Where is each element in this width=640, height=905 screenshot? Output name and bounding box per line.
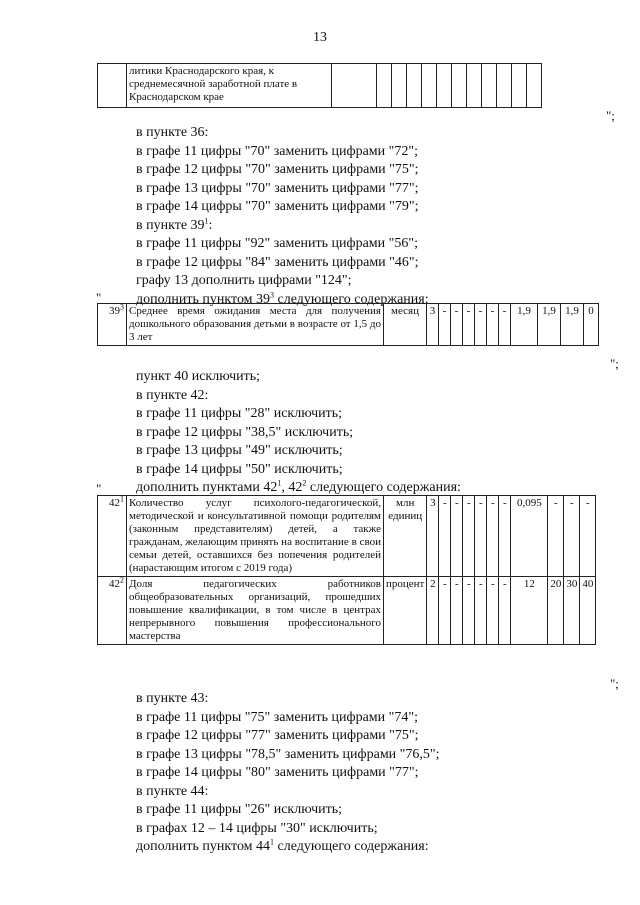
instruction-line: в пункте 44: [136, 783, 209, 799]
instruction-block-3 [136, 368, 461, 498]
instruction-line-add-42: дополнить пунктами $42^1$, $42^2$ следующего содержания: [136, 478, 461, 495]
instruction-line: в графе 11 цифры "28" исключить; [136, 406, 343, 421]
cell-num [98, 64, 127, 108]
cell-value: 40 [580, 577, 596, 645]
cell-value: 3 [427, 496, 439, 577]
table-row [98, 496, 596, 577]
closing-quote: "; [606, 108, 615, 123]
cell-value: 20 [548, 577, 564, 645]
instruction-line: в графе 14 цифры "50" исключить; [136, 461, 343, 477]
cell-value: - [487, 496, 499, 577]
cell-value: 1,9 [561, 304, 584, 346]
cell-value: - [499, 577, 511, 645]
instruction-line: в пункте 43: [136, 691, 209, 706]
instruction-line: в графе 11 цифры "75" заменить цифрами "74"; [136, 709, 418, 725]
table-row [98, 304, 599, 346]
table-row [98, 64, 542, 108]
cell-unit: месяц [384, 304, 427, 346]
instruction-line: в графе 14 цифры "80" заменить цифрами "77"; [136, 765, 419, 780]
cell-value: - [499, 496, 511, 577]
instruction-line: графу 13 дополнить цифрами "124"; [136, 273, 352, 288]
cell-value: 1,9 [511, 304, 538, 346]
cell-value: 2 [427, 577, 439, 645]
cell-value: - [463, 304, 475, 346]
cell-value: - [451, 304, 463, 346]
cell-num: $39^3$ [98, 304, 127, 346]
table-rows-42 [97, 495, 596, 645]
table-row-39-3 [97, 303, 599, 346]
cell-value: - [475, 577, 487, 645]
cell-value: - [475, 496, 487, 577]
cell-num: $42^1$ [98, 496, 127, 577]
cell-value: 1,9 [538, 304, 561, 346]
cell-value: - [580, 496, 596, 577]
cell-value: - [439, 577, 451, 645]
cell-value: - [451, 496, 463, 577]
instruction-line: в графе 13 цифры "70" заменить цифрами "77"; [136, 180, 419, 196]
cell-value: 0 [584, 304, 599, 346]
closing-quote: "; [610, 676, 619, 691]
instruction-line: в графе 14 цифры "70" заменить цифрами "79"; [136, 199, 419, 214]
instruction-line: в графе 13 цифры "49" исключить; [136, 443, 343, 458]
table-row [98, 577, 596, 645]
instruction-block-4 [136, 690, 440, 857]
cell-value: - [499, 304, 511, 346]
cell-name: литики Краснодарского края, к среднемесячной заработной плате в Краснодарском крае [127, 64, 332, 108]
cell-value: - [487, 304, 499, 346]
instruction-block-1 [136, 124, 429, 309]
cell-value: - [487, 577, 499, 645]
cell-value: 30 [564, 577, 580, 645]
cell-unit: млн единиц [384, 496, 427, 577]
instruction-line: в пункте 36: [136, 125, 209, 140]
cell-name: Доля педагогических работников общеобразовательных организаций, прошедших повышение квалификации, в том числе в центрах непрерывного повышения профессионального мастерства [127, 577, 384, 645]
table-fragment-top [97, 63, 542, 108]
instruction-line: в пункте 42: [136, 387, 209, 403]
instruction-line-39-1: в пункте $39^1$: [136, 215, 213, 233]
instruction-line: в графе 11 цифры "26" исключить; [136, 802, 343, 817]
cell-value: - [451, 577, 463, 645]
instruction-line: в графе 11 цифры "70" заменить цифрами "72"; [136, 143, 418, 159]
cell-num: $42^2$ [98, 577, 127, 645]
cell-value: - [439, 304, 451, 346]
instruction-line: в графе 12 цифры "38,5" исключить; [136, 424, 354, 440]
instruction-line-add-39: дополнить пунктом $39^3$ следующего содержания: [136, 289, 429, 307]
cell-name: Среднее время ожидания места для получения дошкольного образования детьми в возрасте от 1,5 до 3 лет [127, 304, 384, 346]
instruction-line: в графах 12 – 14 цифры "30" исключить; [136, 820, 378, 836]
instruction-line: в графе 12 цифры "84" заменить цифрами "46"; [136, 254, 419, 270]
instruction-line: в графе 12 цифры "70" заменить цифрами "75"; [136, 162, 419, 177]
instruction-line: в графе 11 цифры "92" заменить цифрами "56"; [136, 236, 418, 251]
instruction-line: в графе 12 цифры "77" заменить цифрами "75"; [136, 728, 419, 743]
cell-value: - [463, 496, 475, 577]
opening-quote: " [96, 481, 102, 496]
cell-value: 0,095 [511, 496, 548, 577]
instruction-line: в графе 13 цифры "78,5" заменить цифрами "76,5"; [136, 746, 440, 762]
cell-value: 12 [511, 577, 548, 645]
closing-quote: "; [610, 356, 619, 371]
cell-name: Количество услуг психолого-педагогической, методической и консультативной помощи родителям (законным представителям) детей, а также гражданам, желающим принять на воспитание в свои семьи детей, оставшихся без попечения родителей (нарастающим итогом с 2019 года) [127, 496, 384, 577]
instruction-line: пункт 40 исключить; [136, 369, 261, 384]
cell-value: - [564, 496, 580, 577]
page-number: 13 [313, 30, 327, 45]
cell-value: 3 [427, 304, 439, 346]
cell-value: - [548, 496, 564, 577]
opening-quote: " [96, 290, 102, 305]
instruction-line-add-44: дополнить пунктом $44^1$ следующего содержания: [136, 837, 429, 854]
cell-value: - [439, 496, 451, 577]
cell-value: - [475, 304, 487, 346]
cell-unit: процент [384, 577, 427, 645]
cell-value: - [463, 577, 475, 645]
